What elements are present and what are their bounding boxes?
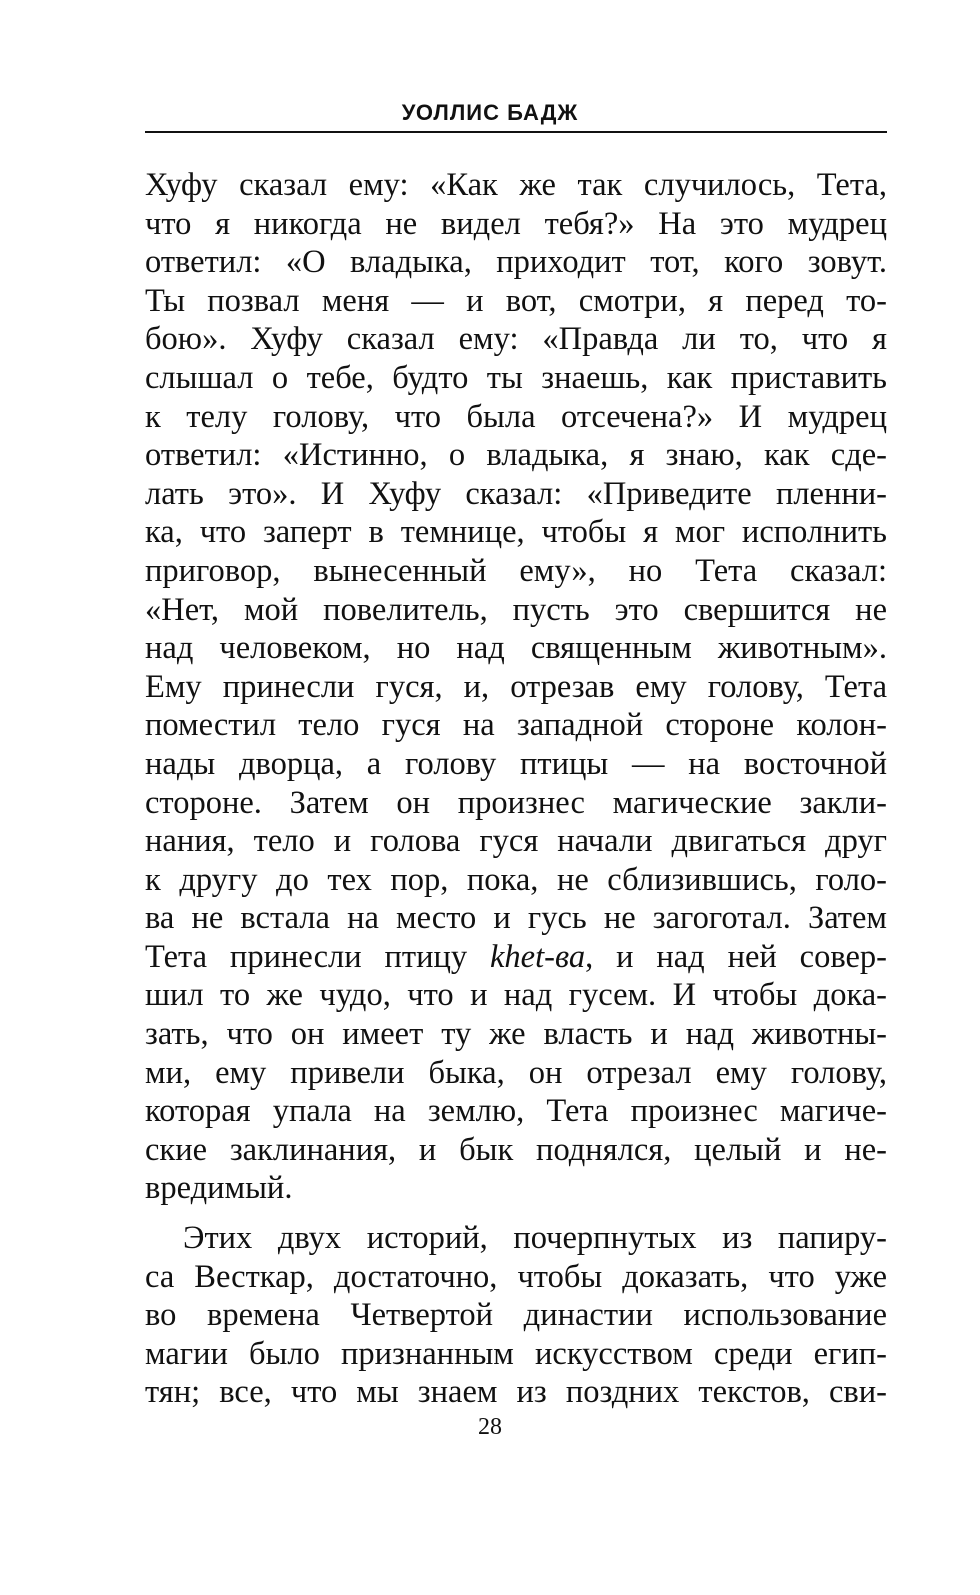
text-line: поместил тело гуся на западной стороне колон- [145, 707, 887, 744]
text-line: бою». Хуфу сказал ему: «Правда ли то, что я [145, 321, 887, 358]
text-line: нады дворца, а голову птицы — на восточной [145, 745, 887, 782]
text-line: ва не встала на место и гусь не загоготал. Затем [145, 900, 887, 937]
text-line: Ему принесли гуся, и, отрезав ему голову, Тета [145, 668, 887, 705]
text-line: над человеком, но над священным животным». [145, 630, 887, 667]
text-line: «Нет, мой повелитель, пусть это свершится не [145, 591, 887, 628]
text-line: ми, ему привели быка, он отрезал ему голову, [145, 1054, 887, 1091]
text-segment: , и над ней совер- [585, 938, 887, 975]
text-line: к другу до тех пор, пока, не сблизившись, голо- [145, 861, 887, 898]
italic-term: khet-ва [490, 938, 586, 975]
header-rule [145, 131, 887, 133]
text-line: магии было признанным искусством среди егип- [145, 1335, 887, 1372]
text-line: тян; все, что мы знаем из поздних текстов, сви- [145, 1374, 887, 1411]
paragraph-gap [145, 1208, 887, 1219]
body-text [145, 166, 887, 1412]
text-line: ские заклинания, и бык поднялся, целый и не- [145, 1131, 887, 1168]
text-line: зать, что он имеет ту же власть и над животны- [145, 1016, 887, 1053]
text-line: Хуфу сказал ему: «Как же так случилось, Тета, [145, 167, 887, 203]
text-line: которая упала на землю, Тета произнес магиче- [145, 1093, 887, 1130]
paragraph-2 [145, 1219, 887, 1412]
text-line: вредимый. [145, 1170, 293, 1207]
text-line: нания, тело и голова гуся начали двигаться друг [145, 823, 887, 860]
text-line: лать это». И Хуфу сказал: «Приведите пленни- [145, 475, 887, 512]
text-line: ка, что заперт в темнице, чтобы я мог исполнить [145, 514, 887, 551]
text-line: к телу голову, что была отсечена?» И мудрец [145, 398, 887, 435]
text-line: стороне. Затем он произнес магические закли- [145, 784, 887, 821]
text-line: что я никогда не видел тебя?» На это мудрец [145, 205, 887, 242]
text-line: ответил: «О владыка, приходит тот, кого зовут. [145, 244, 887, 281]
text-line: приговор, вынесенный ему», но Тета сказал: [145, 552, 887, 589]
text-line: ответил: «Истинно, о владыка, я знаю, как сде- [145, 437, 887, 474]
text-line: са Весткар, достаточно, чтобы доказать, что уже [145, 1258, 887, 1295]
page-number: 28 [478, 1414, 502, 1440]
text-line: слышал о тебе, будто ты знаешь, как приставить [145, 359, 887, 396]
paragraph-1 [145, 166, 887, 1208]
text-line-with-italic [145, 938, 887, 977]
running-head: УОЛЛИС БАДЖ [401, 100, 579, 125]
text-line: Ты позвал меня — и вот, смотри, я перед то- [145, 282, 887, 319]
text-line: во времена Четвертой династии использование [145, 1297, 887, 1334]
text-line: шил то же чудо, что и над гусем. И чтобы дока- [145, 977, 887, 1014]
text-segment: Тета принесли птицу [145, 938, 490, 975]
text-line: Этих двух историй, почерпнутых из папиру- [183, 1220, 887, 1257]
